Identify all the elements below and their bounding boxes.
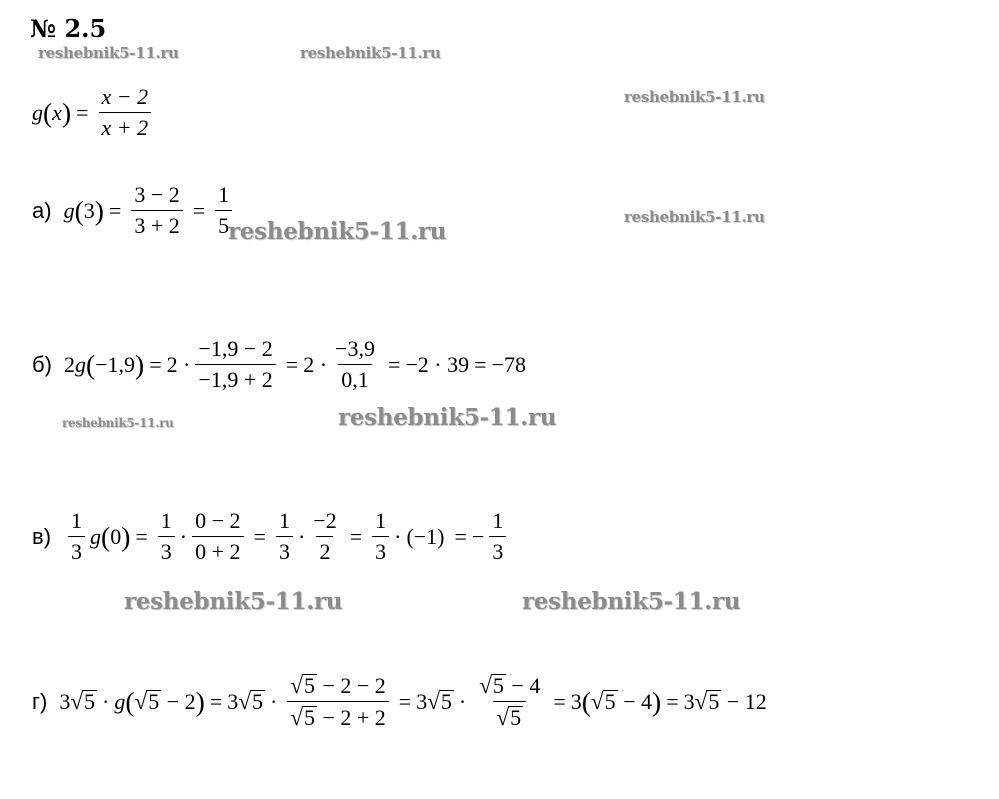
function-name: g (32, 99, 43, 125)
watermark: reshebnik5-11.ru (124, 588, 343, 615)
sqrt: √ 5 (134, 688, 160, 715)
fraction: $\frac{-2}{2}$ (313, 508, 337, 564)
watermark: reshebnik5-11.ru (300, 44, 441, 62)
fraction: $\frac{0 - 2}{0 + 2}$ (192, 510, 243, 563)
fraction: $\frac{-3,9}{0,1}$ (335, 336, 375, 392)
part-label: в) (32, 523, 52, 549)
part-b: б) 2 g ( −1,9 ) = 2 · $\frac{-1,9 - 2}{-1,9 + 2}$ = 2 · $\frac{-3,9}{0,1}$ = −2 · 39 = −78 (32, 336, 526, 392)
sqrt: √ 5 (694, 688, 720, 715)
watermark: reshebnik5-11.ru (522, 588, 741, 615)
sqrt: √ 5 (238, 688, 263, 715)
fraction: $\frac{1}{3}$ (68, 510, 85, 563)
watermark: reshebnik5-11.ru (38, 44, 179, 62)
problem-number: № 2.5 (30, 14, 107, 43)
result: −78 (491, 351, 526, 377)
watermark: reshebnik5-11.ru (624, 88, 765, 106)
watermark: reshebnik5-11.ru (338, 404, 557, 431)
part-label: б) (32, 351, 52, 377)
fraction: √ 5 − 4 √ 5 (479, 672, 541, 731)
fraction: $\frac{1}{3}$ (276, 510, 293, 563)
fraction: $\frac{1}{5}$ (215, 184, 232, 237)
sqrt: √ 5 (590, 688, 616, 715)
function-arg: x (52, 99, 62, 125)
watermark: reshebnik5-11.ru (624, 208, 765, 226)
part-d: г) 3 √ 5 · g ( √ 5 − 2 ) = 3 √ 5 · √ 5 − 2 − 2 √ 5 − 2 + 2 = 3 √ 5 · √ 5 − 4 √ 5 = 3 ( √ 5 − 4 ) = 3 √ 5 − 12 (32, 672, 767, 731)
part-label: г) (32, 688, 48, 714)
watermark: reshebnik5-11.ru (62, 416, 174, 430)
sqrt: √ 5 (70, 688, 96, 715)
function-definition: g ( x ) = $\frac{x - 2}{x + 2}$ (32, 86, 156, 139)
fraction: $\frac{x - 2}{x + 2}$ (99, 86, 152, 139)
part-a: а) g ( 3 ) = $\frac{3 - 2}{3 + 2}$ = $\frac{1}{5}$ (32, 184, 237, 237)
result: − 12 (726, 688, 767, 714)
fraction: $\frac{1}{3}$ (372, 510, 389, 563)
fraction: $\frac{1}{3}$ (158, 510, 175, 563)
fraction: $\frac{-1,9 - 2}{-1,9 + 2}$ (195, 338, 275, 391)
sqrt: √ 5 (427, 688, 452, 715)
fraction: $\frac{1}{3}$ (489, 510, 506, 563)
part-label: а) (32, 197, 52, 223)
fraction: $\frac{3 - 2}{3 + 2}$ (131, 184, 182, 237)
part-c: в) $\frac{1}{3}$ g ( 0 ) = $\frac{1}{3}$ · $\frac{0 - 2}{0 + 2}$ = $\frac{1}{3}$ · $\frac{-2}{2}$ = $\frac{1}{3}$ · (−1) = − $\frac{1}{3}$ (32, 510, 511, 563)
watermark: reshebnik5-11.ru (228, 218, 447, 245)
fraction: √ 5 − 2 − 2 √ 5 − 2 + 2 (287, 674, 389, 729)
